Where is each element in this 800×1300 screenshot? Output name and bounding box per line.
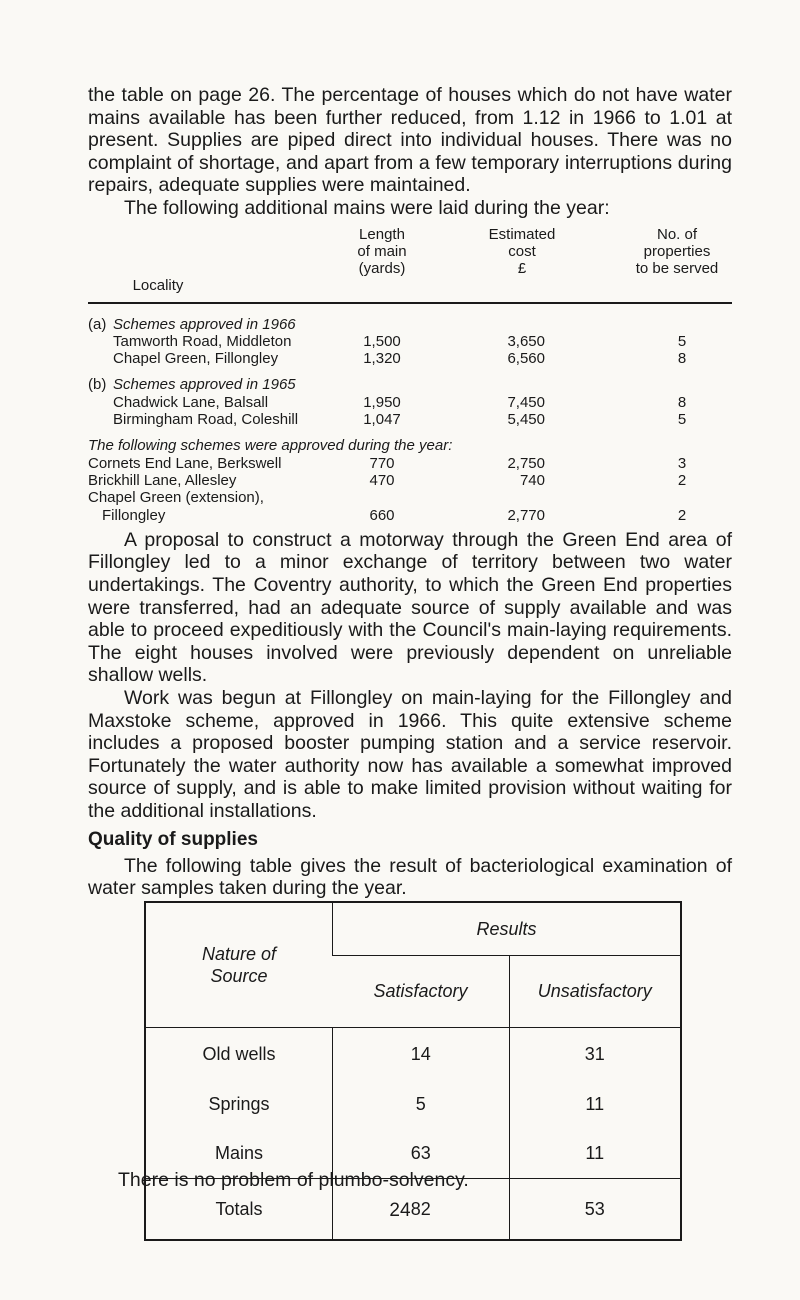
totals-row: Totals 82 53 <box>145 1179 681 1241</box>
paragraph-motorway: A proposal to construct a motorway through the Green End area of Fillongley led to a minor exchange of territory between two water undertakings. The Coventry authority, to which the Green End properties were transferred, had an adequate source of supply available and was able to proceed expeditiously with the Council's main-laying requirements. The eight houses involved were previously dependent on unreliable shallow wells. <box>88 528 732 687</box>
table-row: Old wells 14 31 <box>145 1028 681 1081</box>
header-locality: Locality <box>132 276 184 294</box>
header-unsatisfactory: Unsatisfactory <box>509 956 681 1028</box>
paragraph-maxstoke: Work was begun at Fillongley on main-laying for the Fillongley and Maxstoke scheme, approved in 1966. This quite extensive scheme includes a proposed booster pumping station and a service reservoir. Fortunately the water authority now has available a somewhat improved source of supply, and is able to make limited provision without waiting for the additional installations. <box>88 686 732 822</box>
table-row: Cornets End Lane, Berkswell 770 2,750 3 <box>88 454 687 472</box>
section-b-heading: (b) Schemes approved in 1965 <box>88 376 296 394</box>
table-row: Fillongley 660 2,770 2 <box>102 506 687 524</box>
table-row: Mains 63 11 <box>145 1128 681 1179</box>
paragraph-bacteriological: The following table gives the result of bacteriological examination of water samples taken during the year. <box>88 854 732 900</box>
header-properties: No. of properties to be served <box>635 225 719 277</box>
header-length: Length of main (yards) <box>357 225 407 277</box>
table-row: Chapel Green, Fillongley 1,320 6,560 8 <box>113 350 687 368</box>
section-heading: Quality of supplies <box>88 828 258 850</box>
table-row: Tamworth Road, Middleton 1,500 3,650 5 <box>113 332 687 350</box>
table-row: Brickhill Lane, Allesley 470 740 2 <box>88 471 687 489</box>
table-row: Springs 5 11 <box>145 1080 681 1128</box>
header-nature-of-source: Nature of Source <box>201 944 277 986</box>
header-cost: Estimated cost £ <box>488 225 556 277</box>
page-number: 24 <box>389 1200 411 1221</box>
section-a-heading: (a) Schemes approved in 1966 <box>88 315 296 333</box>
table-row: Chapel Green (extension), <box>88 489 264 507</box>
paragraph-intro: the table on page 26. The percentage of houses which do not have water mains available has been further reduced, from 1.12 in 1966 to 1.01 at present. Supplies are piped direct into individual houses. There was no complaint of shortage, and apart from a few temporary interruptions during repairs, adequate supplies were maintained. <box>88 84 732 197</box>
section-c-heading: The following schemes were approved during the year: <box>88 437 453 455</box>
table-row: Chadwick Lane, Balsall 1,950 7,450 8 <box>113 393 687 411</box>
header-results: Results <box>333 902 682 956</box>
mains-table-body <box>88 316 732 524</box>
table-row: Birmingham Road, Coleshill 1,047 5,450 5 <box>113 411 687 429</box>
header-rule <box>88 302 732 304</box>
closing-sentence: There is no problem of plumbo-solvency. <box>118 1169 469 1191</box>
page-body <box>88 84 732 900</box>
mains-table-header <box>88 226 732 302</box>
header-satisfactory: Satisfactory <box>333 956 510 1028</box>
paragraph-mains-intro: The following additional mains were laid during the year: <box>124 196 610 219</box>
